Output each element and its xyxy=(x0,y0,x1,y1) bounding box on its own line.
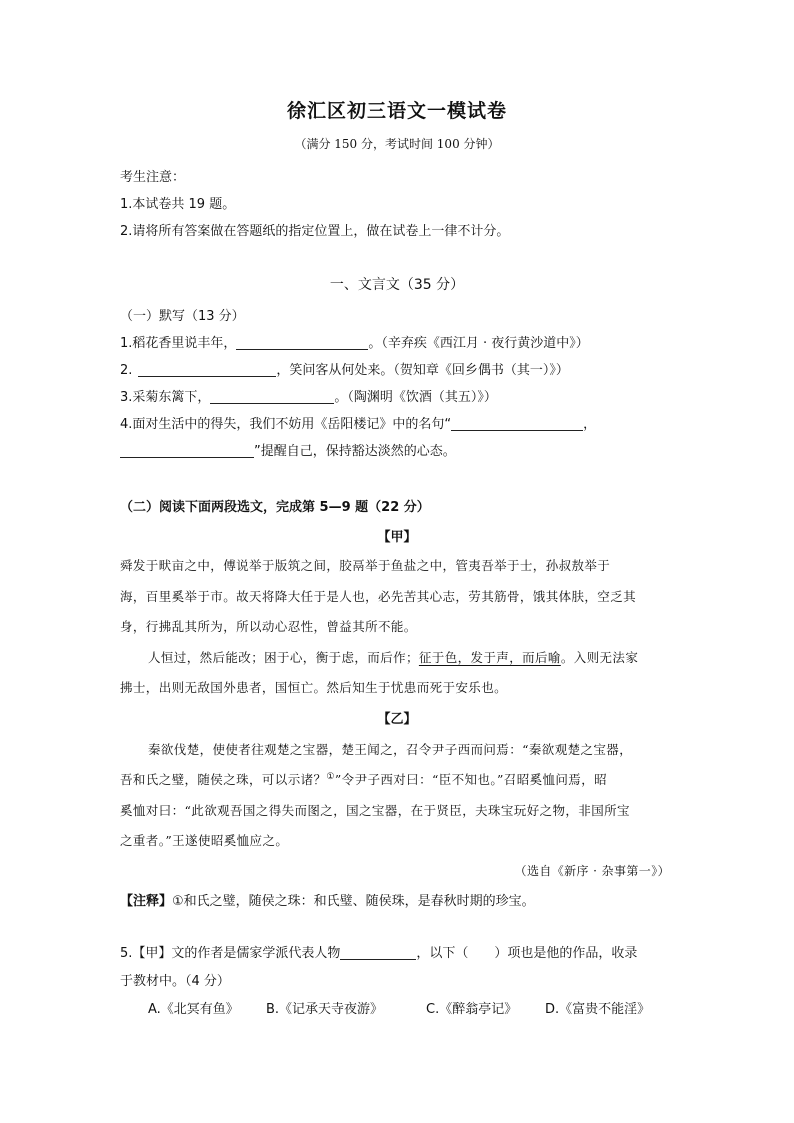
passage-yi-line-1: 秦欲伐楚，使使者往观楚之宝器，楚王闻之，召令尹子西而问焉：“秦欲观楚之宝器， xyxy=(148,742,633,757)
option-c[interactable]: C.《醉翁亭记》 xyxy=(426,1002,518,1017)
passage-jia-line-1: 舜发于畎亩之中，傅说举于版筑之间，胶鬲举于鱼盐之中，管夷吾举于士，孙叔敖举于 xyxy=(120,558,611,573)
option-b[interactable]: B.《记承天寺夜游》 xyxy=(266,1002,384,1017)
part2-heading: （二）阅读下面两段选文，完成第 5—9 题（22 分） xyxy=(120,500,430,515)
page-subtitle: （满分 150 分，考试时间 100 分钟） xyxy=(294,137,500,151)
passage-yi-line-2-a: 吾和氏之璧，随侯之珠，可以示诸？ xyxy=(120,772,327,787)
underlined-sentence: 征于色，发于声，而后喻 xyxy=(418,650,561,665)
part1-heading: （一）默写（13 分） xyxy=(120,309,245,324)
question-1-prefix: 1.稻花香里说丰年， xyxy=(120,336,237,351)
passage-jia-line-5: 拂士，出则无敌国外患者，国恒亡。然后知生于忧患而死于安乐也。 xyxy=(120,680,508,695)
footnote-label: 【注释】 xyxy=(120,894,173,909)
footnote-text: ①和氏之璧，随侯之珠：和氏璧、随侯珠，是春秋时期的珍宝。 xyxy=(172,894,535,909)
answer-blank-2[interactable] xyxy=(138,362,276,377)
footnote-marker: ① xyxy=(326,771,335,782)
passage-jia-label: 【甲】 xyxy=(377,530,417,545)
footnote xyxy=(120,890,535,909)
question-3-prefix: 3.采菊东篱下， xyxy=(120,390,211,405)
question-2-prefix: 2. xyxy=(120,363,133,378)
page-title: 徐汇区初三语文一模试卷 xyxy=(286,100,507,122)
question-5 xyxy=(120,942,637,961)
notice-heading: 考生注意： xyxy=(120,170,186,185)
question-5-line-2: 于教材中。（4 分） xyxy=(120,974,230,989)
question-1-suffix: 。（辛弃疾《西江月 · 夜行黄沙道中》） xyxy=(368,336,589,351)
question-4-suffix: ”提醒自己，保持豁达淡然的心态。 xyxy=(254,444,456,459)
question-4 xyxy=(120,413,596,432)
answer-blank-5[interactable] xyxy=(340,945,416,960)
passage-jia-line-4-c: 。入则无法家 xyxy=(560,650,639,665)
answer-blank-3[interactable] xyxy=(210,389,334,404)
option-a[interactable]: A.《北冥有鱼》 xyxy=(148,1002,239,1017)
passage-jia-line-4 xyxy=(148,648,638,666)
passage-yi-line-3: 奚恤对曰：“此欲观吾国之得失而图之，国之宝器，在于贤臣，夫珠宝玩好之物，非国所宝 xyxy=(120,803,630,818)
passage-yi-label: 【乙】 xyxy=(377,712,417,727)
question-2-suffix: ，笑问客从何处来。（贺知章《回乡偶书（其一）》） xyxy=(276,363,569,378)
question-5-prefix: 5.【甲】文的作者是儒家学派代表人物 xyxy=(120,946,341,961)
answer-blank-1[interactable] xyxy=(236,335,368,350)
answer-blank-4a[interactable] xyxy=(451,416,583,431)
option-d[interactable]: D.《富贵不能淫》 xyxy=(545,1002,651,1017)
passage-yi-line-2-b: ”令尹子西对曰：“臣不知也。”召昭奚恤问焉，昭 xyxy=(334,772,607,787)
section-heading-1: 一、文言文（35 分） xyxy=(329,277,465,293)
question-4-line-2 xyxy=(120,440,456,459)
answer-blank-4b[interactable] xyxy=(120,443,254,458)
notice-item-2: 2.请将所有答案做在答题纸的指定位置上，做在试卷上一律不计分。 xyxy=(120,224,510,239)
question-4-comma: ， xyxy=(583,417,597,432)
passage-yi-line-4: 之重者。”王遂使昭奚恤应之。 xyxy=(120,833,289,848)
passage-jia-line-4-a: 人恒过，然后能改；困于心，衡于虑，而后作； xyxy=(148,650,419,665)
question-4-prefix: 4.面对生活中的得失，我们不妨用《岳阳楼记》中的名句“ xyxy=(120,417,452,432)
notice-item-1: 1.本试卷共 19 题。 xyxy=(120,197,236,212)
passage-source: （选自《新序 · 杂事第一》） xyxy=(514,864,670,878)
question-3 xyxy=(120,386,497,405)
question-2 xyxy=(120,359,569,378)
passage-jia-line-3: 身，行拂乱其所为，所以动心忍性，曾益其所不能。 xyxy=(120,619,417,634)
question-5-suffix: ，以下（ ）项也是他的作品，收录 xyxy=(416,946,638,961)
passage-jia-line-2: 海，百里奚举于市。故天将降大任于是人也，必先苦其心志，劳其筋骨，饿其体肤，空乏其 xyxy=(120,589,637,604)
question-1 xyxy=(120,332,589,351)
passage-yi-line-2 xyxy=(120,770,607,788)
question-3-suffix: 。（陶渊明《饮酒（其五）》） xyxy=(334,390,497,405)
